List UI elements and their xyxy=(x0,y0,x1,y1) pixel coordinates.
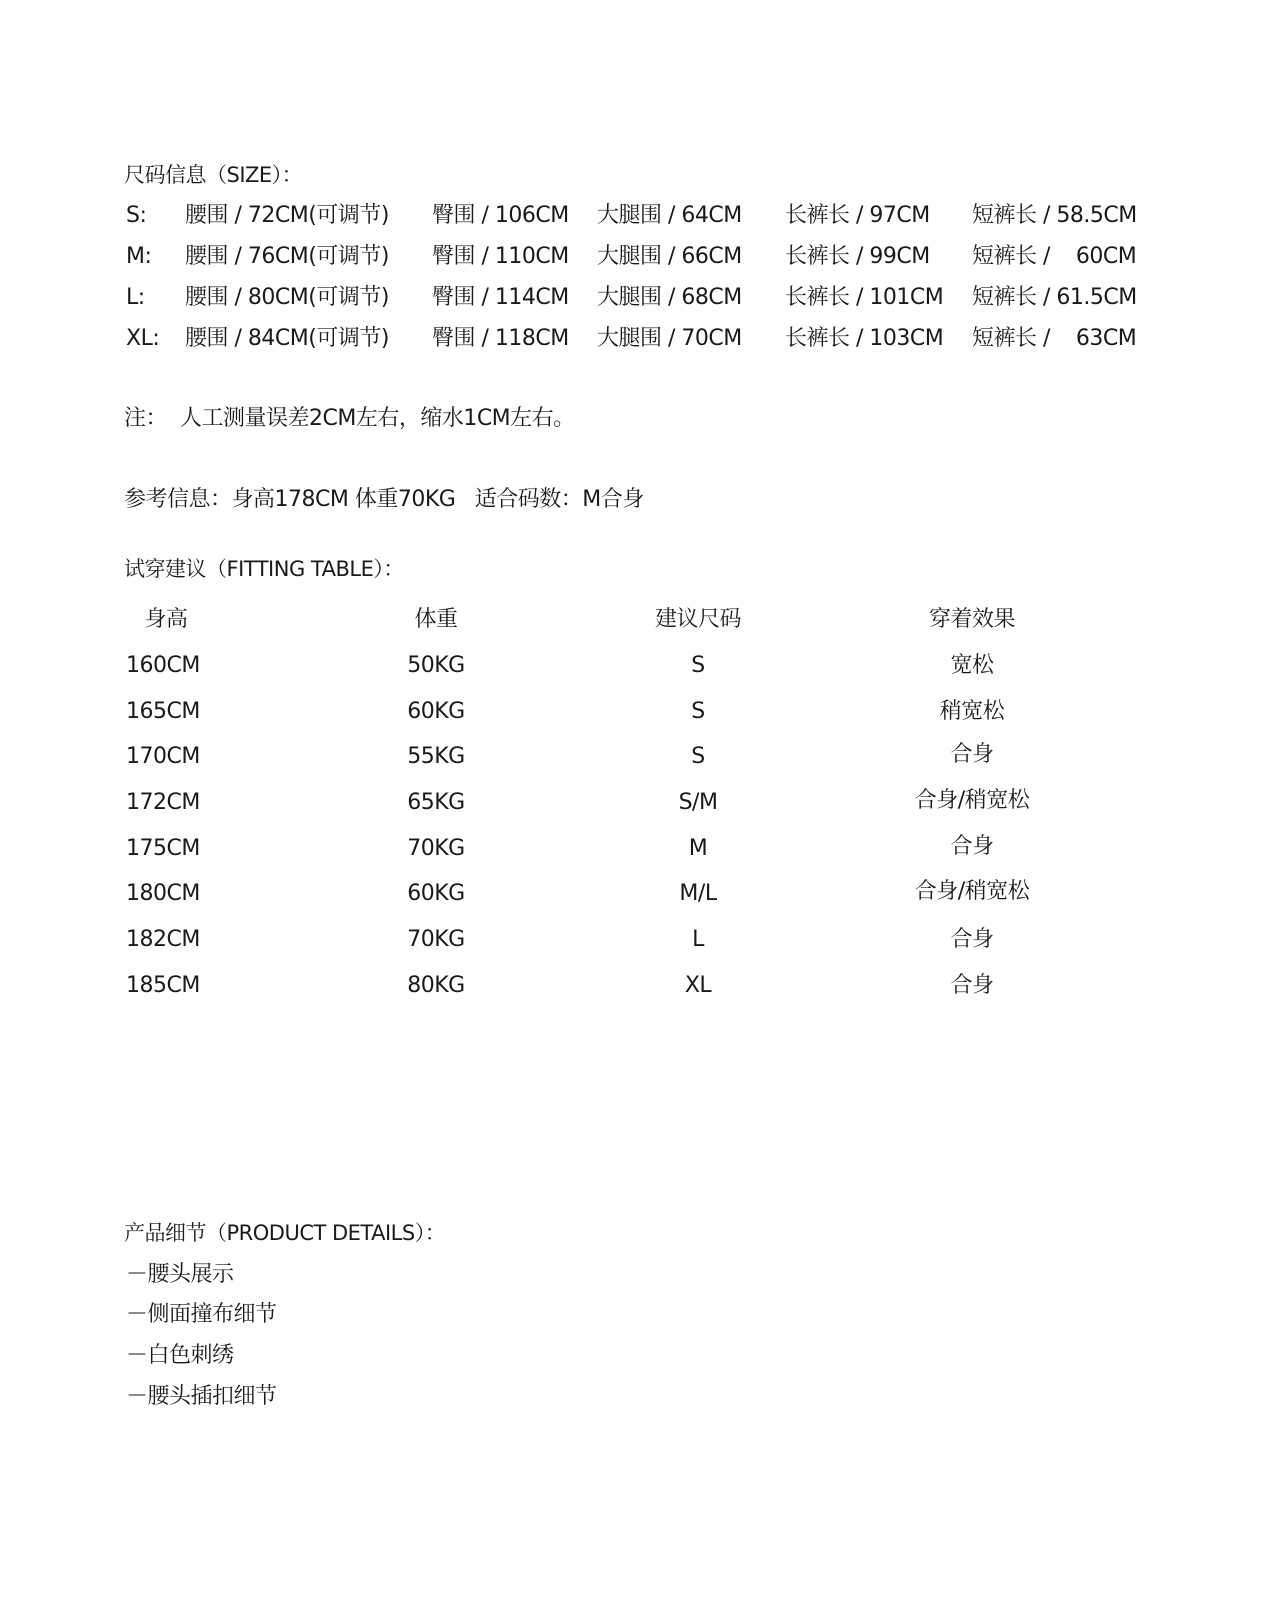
weight-cell: 65KG xyxy=(407,790,465,815)
list-item: －腰头插扣细节 xyxy=(126,1384,277,1409)
size-label: L: xyxy=(126,285,145,310)
reference-info: 参考信息：身高178CM 体重70KG 适合码数：M合身 xyxy=(124,487,644,512)
weight-cell: 55KG xyxy=(407,744,465,769)
height-cell: 160CM xyxy=(126,653,200,678)
waist-value: 腰围 / 76CM(可调节) xyxy=(185,244,389,269)
size-heading: 尺码信息（SIZE）： xyxy=(124,163,303,187)
size-cell: S xyxy=(691,653,705,678)
weight-cell: 60KG xyxy=(407,881,465,906)
size-cell: M xyxy=(688,836,708,861)
effect-cell: 稍宽松 xyxy=(939,699,1005,724)
effect-cell: 合身/稍宽松 xyxy=(914,879,1030,904)
height-cell: 165CM xyxy=(126,699,200,724)
effect-cell: 合身 xyxy=(950,834,994,859)
weight-cell: 70KG xyxy=(407,927,465,952)
hip-value: 臀围 / 114CM xyxy=(432,285,569,310)
waist-value: 腰围 / 72CM(可调节) xyxy=(185,203,389,228)
shorts-value: 短裤长 / 61.5CM xyxy=(972,285,1137,310)
size-cell: S xyxy=(691,744,705,769)
weight-cell: 60KG xyxy=(407,699,465,724)
column-header-effect: 穿着效果 xyxy=(928,607,1015,632)
height-cell: 172CM xyxy=(126,790,200,815)
waist-value: 腰围 / 84CM(可调节) xyxy=(185,326,389,351)
weight-cell: 50KG xyxy=(407,653,465,678)
details-heading: 产品细节（PRODUCT DETAILS）： xyxy=(124,1221,446,1245)
list-item: －侧面撞布细节 xyxy=(126,1302,277,1327)
hip-value: 臀围 / 106CM xyxy=(432,203,569,228)
effect-cell: 合身/稍宽松 xyxy=(914,788,1030,813)
size-cell: L xyxy=(692,927,704,952)
fitting-heading: 试穿建议（FITTING TABLE）： xyxy=(124,557,404,581)
measurement-note: 注： 人工测量误差2CM左右，缩水1CM左右。 xyxy=(124,406,575,431)
column-header-size: 建议尺码 xyxy=(654,607,741,632)
long-pants-value: 长裤长 / 99CM xyxy=(785,244,930,269)
long-pants-value: 长裤长 / 103CM xyxy=(785,326,944,351)
hip-value: 臀围 / 110CM xyxy=(432,244,569,269)
size-cell: S/M xyxy=(678,790,718,815)
list-item: －白色刺绣 xyxy=(126,1343,234,1368)
long-pants-value: 长裤长 / 101CM xyxy=(785,285,944,310)
shorts-value: 短裤长 / 58.5CM xyxy=(972,203,1137,228)
size-label: M: xyxy=(126,244,152,269)
height-cell: 182CM xyxy=(126,927,200,952)
size-cell: S xyxy=(691,699,705,724)
effect-cell: 合身 xyxy=(950,927,994,952)
size-label: XL: xyxy=(126,326,160,351)
effect-cell: 合身 xyxy=(950,973,994,998)
weight-cell: 70KG xyxy=(407,836,465,861)
size-cell: XL xyxy=(684,973,712,998)
size-label: S: xyxy=(126,203,147,228)
thigh-value: 大腿围 / 66CM xyxy=(597,244,742,269)
waist-value: 腰围 / 80CM(可调节) xyxy=(185,285,389,310)
shorts-value: 短裤长 / 63CM xyxy=(972,326,1137,351)
thigh-value: 大腿围 / 70CM xyxy=(597,326,742,351)
hip-value: 臀围 / 118CM xyxy=(432,326,569,351)
thigh-value: 大腿围 / 64CM xyxy=(597,203,742,228)
shorts-value: 短裤长 / 60CM xyxy=(972,244,1137,269)
thigh-value: 大腿围 / 68CM xyxy=(597,285,742,310)
height-cell: 175CM xyxy=(126,836,200,861)
height-cell: 185CM xyxy=(126,973,200,998)
column-header-weight: 体重 xyxy=(414,607,458,632)
effect-cell: 合身 xyxy=(950,742,994,767)
height-cell: 180CM xyxy=(126,881,200,906)
list-item: －腰头展示 xyxy=(126,1262,234,1287)
long-pants-value: 长裤长 / 97CM xyxy=(785,203,930,228)
effect-cell: 宽松 xyxy=(950,653,994,678)
column-header-height: 身高 xyxy=(144,607,188,632)
height-cell: 170CM xyxy=(126,744,200,769)
size-cell: M/L xyxy=(679,881,717,906)
weight-cell: 80KG xyxy=(407,973,465,998)
